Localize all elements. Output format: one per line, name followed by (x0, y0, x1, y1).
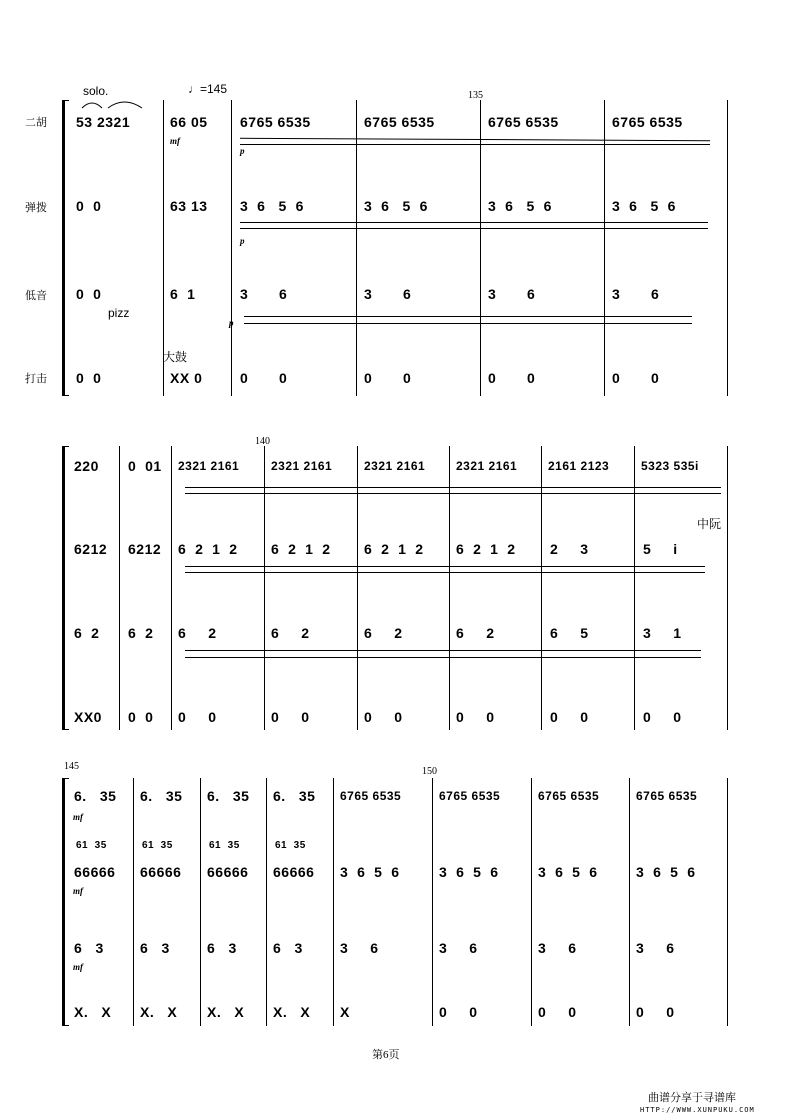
daji-measure: X. X (140, 1004, 178, 1020)
diyin-measure: 3 6 (240, 286, 288, 302)
tanbo-upper-voice: 61 35 (142, 840, 173, 851)
barline (727, 778, 728, 1026)
barline (727, 446, 728, 730)
tanbo-measure: 66666 (140, 864, 182, 880)
instrument-label-erhu: 二胡 (25, 116, 47, 129)
daji-measure: X. X (207, 1004, 245, 1020)
barline (727, 100, 728, 396)
diyin-measure: 6 3 (273, 940, 303, 956)
daji-measure: 0 0 (364, 370, 412, 386)
erhu-measure: 2321 2161 (364, 459, 426, 473)
tanbo-measure: 3 6 5 6 (538, 864, 598, 880)
tanbo-measure: 3 6 5 6 (340, 864, 400, 880)
diyin-measure: 0 0 (76, 286, 102, 302)
diyin-measure: 3 6 (439, 940, 478, 956)
hairpin-line (185, 487, 721, 488)
erhu-measure: 6765 6535 (538, 789, 600, 803)
hairpin-line (244, 323, 692, 324)
hairpin-line (185, 650, 701, 651)
bracket-bottom (62, 729, 69, 730)
diyin-measure: 3 6 (612, 286, 660, 302)
diyin-measure: 6 5 (550, 625, 589, 641)
instrument-label-diyin: 低音 (25, 289, 47, 302)
tanbo-measure: 2 3 (550, 541, 589, 557)
tanbo-measure: 66666 (207, 864, 249, 880)
diyin-measure: 6 2 (128, 625, 154, 641)
dynamic-p: p (240, 236, 245, 246)
erhu-measure: 6. 35 (140, 788, 183, 804)
barline (231, 100, 232, 396)
tanbo-upper-voice: 61 35 (76, 840, 107, 851)
tanbo-measure: 0 0 (76, 198, 102, 214)
tanbo-measure: 3 6 5 6 (612, 198, 676, 214)
daji-measure: 0 0 (271, 709, 310, 725)
daji-measure: 0 0 (240, 370, 288, 386)
erhu-measure: 2321 2161 (271, 459, 333, 473)
barline (266, 778, 267, 1026)
diyin-measure: 6 3 (140, 940, 170, 956)
barline (432, 778, 433, 1026)
daji-measure: 0 0 (456, 709, 495, 725)
daji-measure: 0 0 (643, 709, 682, 725)
erhu-measure: 6765 6535 (364, 114, 435, 130)
instrument-label-daji: 打击 (25, 372, 47, 385)
dynamic-mf: mf (73, 962, 83, 972)
daji-measure: 0 0 (636, 1004, 675, 1020)
dynamic-p: p (240, 146, 245, 156)
erhu-measure: 6765 6535 (240, 114, 311, 130)
daji-measure: 0 0 (76, 370, 102, 386)
dynamic-mf: mf (73, 886, 83, 896)
daji-measure: 0 0 (488, 370, 536, 386)
slur-marks (80, 96, 150, 112)
diyin-measure: 6 1 (170, 286, 196, 302)
pizz-marking: pizz (108, 306, 130, 320)
tanbo-measure: 6212 (74, 541, 108, 557)
daji-measure: 0 0 (550, 709, 589, 725)
daji-measure: XX0 (74, 709, 102, 725)
barline (531, 778, 532, 1026)
barline (264, 446, 265, 730)
barline (449, 446, 450, 730)
site-url: HTTP://WWW.XUNPUKU.COM (640, 1106, 755, 1114)
bracket-bottom (62, 395, 69, 396)
tanbo-measure: 3 6 5 6 (439, 864, 499, 880)
tanbo-measure: 3 6 5 6 (240, 198, 304, 214)
tanbo-measure: 66666 (273, 864, 315, 880)
barline (133, 778, 134, 1026)
instrument-label-tanbo: 弹拨 (25, 201, 47, 214)
measure-number: 135 (468, 90, 483, 101)
tempo-marking: ♩=145 (188, 82, 228, 96)
dynamic-p: p (229, 318, 234, 328)
bracket-bottom (62, 1025, 69, 1026)
bracket-top (62, 446, 69, 447)
tanbo-measure: 6 2 1 2 (178, 541, 238, 557)
system-bracket (62, 778, 65, 1026)
diyin-measure: 3 6 (488, 286, 536, 302)
diyin-measure: 3 6 (340, 940, 379, 956)
diyin-measure: 6 3 (74, 940, 104, 956)
diyin-measure: 6 2 (271, 625, 310, 641)
tanbo-measure: 6212 (128, 541, 162, 557)
barline (634, 446, 635, 730)
system-bracket (62, 100, 65, 396)
solo-marking: solo. (83, 84, 109, 98)
erhu-measure: 6. 35 (207, 788, 250, 804)
barline (629, 778, 630, 1026)
daji-measure: 0 0 (612, 370, 660, 386)
hairpin-line (185, 566, 705, 567)
bracket-top (62, 100, 69, 101)
erhu-measure: 6. 35 (74, 788, 117, 804)
erhu-measure: 2161 2123 (548, 459, 610, 473)
bracket-top (62, 778, 69, 779)
daji-measure: 0 0 (178, 709, 217, 725)
diyin-measure: 3 6 (364, 286, 412, 302)
tanbo-measure: 5 i (643, 541, 678, 557)
daji-measure: X. X (273, 1004, 311, 1020)
hairpin-line (240, 138, 710, 141)
measure-number: 150 (422, 766, 437, 777)
barline (200, 778, 201, 1026)
hairpin-line (185, 572, 705, 573)
erhu-measure: 6765 6535 (439, 789, 501, 803)
barline (171, 446, 172, 730)
erhu-measure: 53 2321 (76, 114, 131, 130)
diyin-measure: 6 2 (178, 625, 217, 641)
daji-measure: 0 0 (364, 709, 403, 725)
daji-measure: X (340, 1004, 350, 1020)
erhu-measure: 6765 6535 (488, 114, 559, 130)
erhu-measure: 220 (74, 458, 99, 474)
daji-measure: X. X (74, 1004, 112, 1020)
drum-marking: 大鼓 (163, 350, 188, 364)
zhongruan-marking: 中阮 (697, 517, 722, 531)
erhu-measure: 6765 6535 (612, 114, 683, 130)
erhu-measure: 66 05 (170, 114, 208, 130)
diyin-measure: 6 2 (364, 625, 403, 641)
diyin-measure: 6 3 (207, 940, 237, 956)
measure-number: 145 (64, 761, 79, 772)
diyin-measure: 6 2 (456, 625, 495, 641)
tanbo-measure: 3 6 5 6 (488, 198, 552, 214)
tanbo-measure: 3 6 5 6 (636, 864, 696, 880)
site-name: 曲谱分享于寻谱库 (648, 1091, 736, 1104)
tanbo-measure: 66666 (74, 864, 116, 880)
daji-measure: 0 0 (538, 1004, 577, 1020)
diyin-measure: 3 6 (636, 940, 675, 956)
erhu-measure: 2321 2161 (178, 459, 240, 473)
erhu-measure: 6765 6535 (340, 789, 402, 803)
erhu-measure: 6765 6535 (636, 789, 698, 803)
diyin-measure: 3 1 (643, 625, 682, 641)
system-bracket (62, 446, 65, 730)
hairpin-line (244, 316, 692, 317)
tanbo-measure: 3 6 5 6 (364, 198, 428, 214)
tanbo-measure: 6 2 1 2 (271, 541, 331, 557)
diyin-measure: 6 2 (74, 625, 100, 641)
hairpin-line (185, 493, 721, 494)
measure-number: 140 (255, 436, 270, 447)
hairpin-line (240, 222, 708, 223)
barline (333, 778, 334, 1026)
erhu-measure: 5323 535i (641, 459, 699, 473)
tanbo-measure: 6 2 1 2 (456, 541, 516, 557)
barline (119, 446, 120, 730)
barline (357, 446, 358, 730)
daji-measure: 0 0 (128, 709, 154, 725)
tanbo-upper-voice: 61 35 (275, 840, 306, 851)
dynamic-mf: mf (170, 136, 180, 146)
dynamic-mf: mf (73, 812, 83, 822)
page-number: 第6页 (372, 1049, 400, 1061)
hairpin-line (240, 144, 710, 145)
tanbo-upper-voice: 61 35 (209, 840, 240, 851)
hairpin-line (185, 657, 701, 658)
erhu-measure: 6. 35 (273, 788, 316, 804)
erhu-measure: 2321 2161 (456, 459, 518, 473)
daji-measure: XX 0 (170, 370, 203, 386)
hairpin-line (240, 228, 708, 229)
diyin-measure: 3 6 (538, 940, 577, 956)
erhu-measure: 0 01 (128, 458, 162, 474)
barline (541, 446, 542, 730)
tanbo-measure: 63 13 (170, 198, 208, 214)
daji-measure: 0 0 (439, 1004, 478, 1020)
tanbo-measure: 6 2 1 2 (364, 541, 424, 557)
